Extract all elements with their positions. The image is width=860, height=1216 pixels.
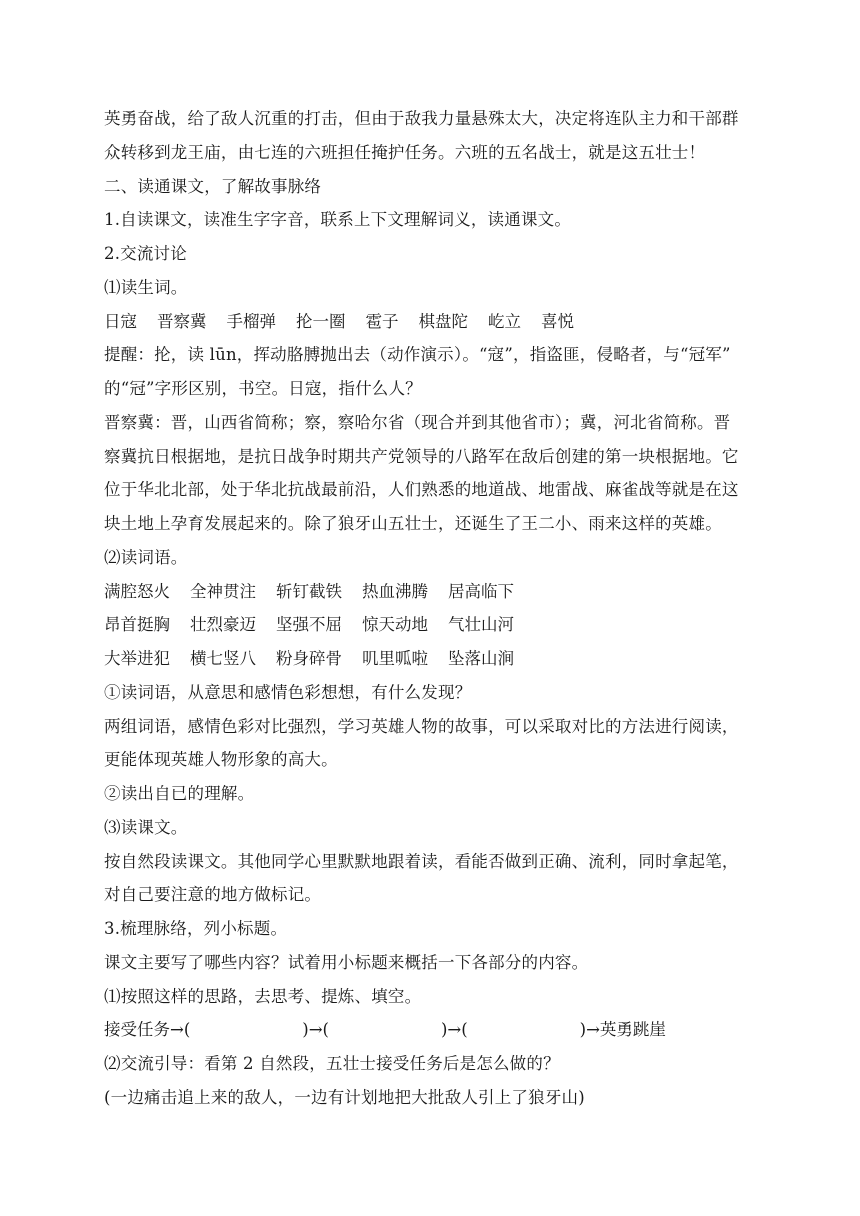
idiom-row xyxy=(104,608,764,642)
sub-heading: ⑶读课文。 xyxy=(104,817,188,837)
sub-heading: ⑴按照这样的思路，去思考、提炼、填空。 xyxy=(104,986,422,1006)
paragraph-line: 对自己要注意的地方做标记。 xyxy=(104,885,322,905)
document-body xyxy=(104,102,764,1115)
sub-heading: ⑵读词语。 xyxy=(104,547,188,567)
paragraph-line: 课文主要写了哪些内容？试着用小标题来概括一下各部分的内容。 xyxy=(104,952,589,972)
vocab-row xyxy=(104,305,764,339)
sub-heading: ⑴读生词。 xyxy=(104,277,188,297)
idiom-word: 斩钉截铁 xyxy=(276,581,342,601)
paragraph-line: 察冀抗日根据地，是抗日战争时期共产党领导的八路军在敌后创建的第一块根据地。它 xyxy=(104,446,739,466)
vocab-word: 晋察冀 xyxy=(157,311,207,331)
paragraph-line: 晋察冀：晋，山西省简称；察，察哈尔省（现合并到其他省市）；冀，河北省简称。晋 xyxy=(104,412,731,432)
paragraph-line: 更能体现英雄人物形象的高大。 xyxy=(104,750,338,770)
paragraph-line: 两组词语，感情色彩对比强烈，学习英雄人物的故事，可以采取对比的方法进行阅读， xyxy=(104,716,739,736)
paragraph-line: 位于华北北部，处于华北抗战最前沿，人们熟悉的地道战、地雷战、麻雀战等就是在这 xyxy=(104,480,739,500)
idiom-word: 叽里呱啦 xyxy=(362,649,428,668)
idiom-word: 坚强不屈 xyxy=(276,615,342,635)
idiom-row xyxy=(104,575,764,609)
question-line: ②读出自已的理解。 xyxy=(104,784,255,803)
vocab-word: 日寇 xyxy=(104,311,137,331)
section-heading: 二、读通课文，了解故事脉络 xyxy=(104,176,322,196)
idiom-word: 热血沸腾 xyxy=(362,581,428,601)
vocab-word: 棋盘陀 xyxy=(418,311,468,331)
idiom-word: 坠落山涧 xyxy=(448,649,514,668)
idiom-row xyxy=(104,642,764,676)
vocab-word: 手榴弹 xyxy=(226,311,276,331)
idiom-word: 昂首挺胸 xyxy=(104,615,170,635)
step-heading: 1.自读课文，读准生字字音，联系上下文理解词义，读通课文。 xyxy=(104,210,572,230)
vocab-word: 抡一圈 xyxy=(296,311,346,331)
vocab-word: 屹立 xyxy=(488,311,521,331)
flow-separator: )→( xyxy=(302,1020,329,1040)
paragraph-line: 块土地上孕育发展起来的。除了狼牙山五壮士，还诞生了王二小、雨来这样的英雄。 xyxy=(104,514,722,533)
flow-end: )→英勇跳崖 xyxy=(579,1020,666,1040)
paragraph-line: ⑵交流引导：看第 2 自然段，五壮士接受任务后是怎么做的？ xyxy=(104,1054,560,1073)
idiom-word: 壮烈豪迈 xyxy=(190,615,256,635)
vocab-word: 喜悦 xyxy=(541,311,574,331)
idiom-word: 全神贯注 xyxy=(190,581,256,601)
flow-line xyxy=(104,1013,764,1047)
idiom-word: 横七竖八 xyxy=(190,649,256,668)
question-line: ①读词语，从意思和感情色彩想想，有什么发现？ xyxy=(104,682,472,702)
flow-separator: )→( xyxy=(440,1020,468,1040)
paragraph-line: 众转移到龙王庙，由七连的六班担任掩护任务。六班的五名战士，就是这五壮士！ xyxy=(104,142,706,162)
paragraph-line: 英勇奋战，给了敌人沉重的打击，但由于敌我力量悬殊太大，决定将连队主力和干部群 xyxy=(104,109,739,128)
paragraph-line: 按自然段读课文。其他同学心里默默地跟着读，看能否做到正确、流利，同时拿起笔， xyxy=(104,851,739,871)
paragraph-line: 提醒：抡，读 lūn，挥动胳膊抛出去（动作演示）。“寇”，指盗匪，侵略者，与“冠军” xyxy=(104,345,731,365)
step-heading: 3.梳理脉络，列小标题。 xyxy=(104,919,288,938)
paragraph-line: 的“冠”字形区别，书空。日寇，指什么人？ xyxy=(104,379,422,398)
idiom-word: 气壮山河 xyxy=(448,615,514,635)
idiom-word: 满腔怒火 xyxy=(104,581,170,601)
idiom-word: 大举进犯 xyxy=(104,649,170,668)
answer-line: (一边痛击追上来的敌人，一边有计划地把大批敌人引上了狼牙山) xyxy=(104,1087,585,1107)
idiom-word: 粉身碎骨 xyxy=(276,649,342,668)
flow-start: 接受任务→( xyxy=(104,1020,191,1040)
idiom-word: 居高临下 xyxy=(448,581,514,601)
idiom-word: 惊天动地 xyxy=(362,615,428,635)
vocab-word: 雹子 xyxy=(365,311,399,331)
step-heading: 2.交流讨论 xyxy=(104,244,187,263)
